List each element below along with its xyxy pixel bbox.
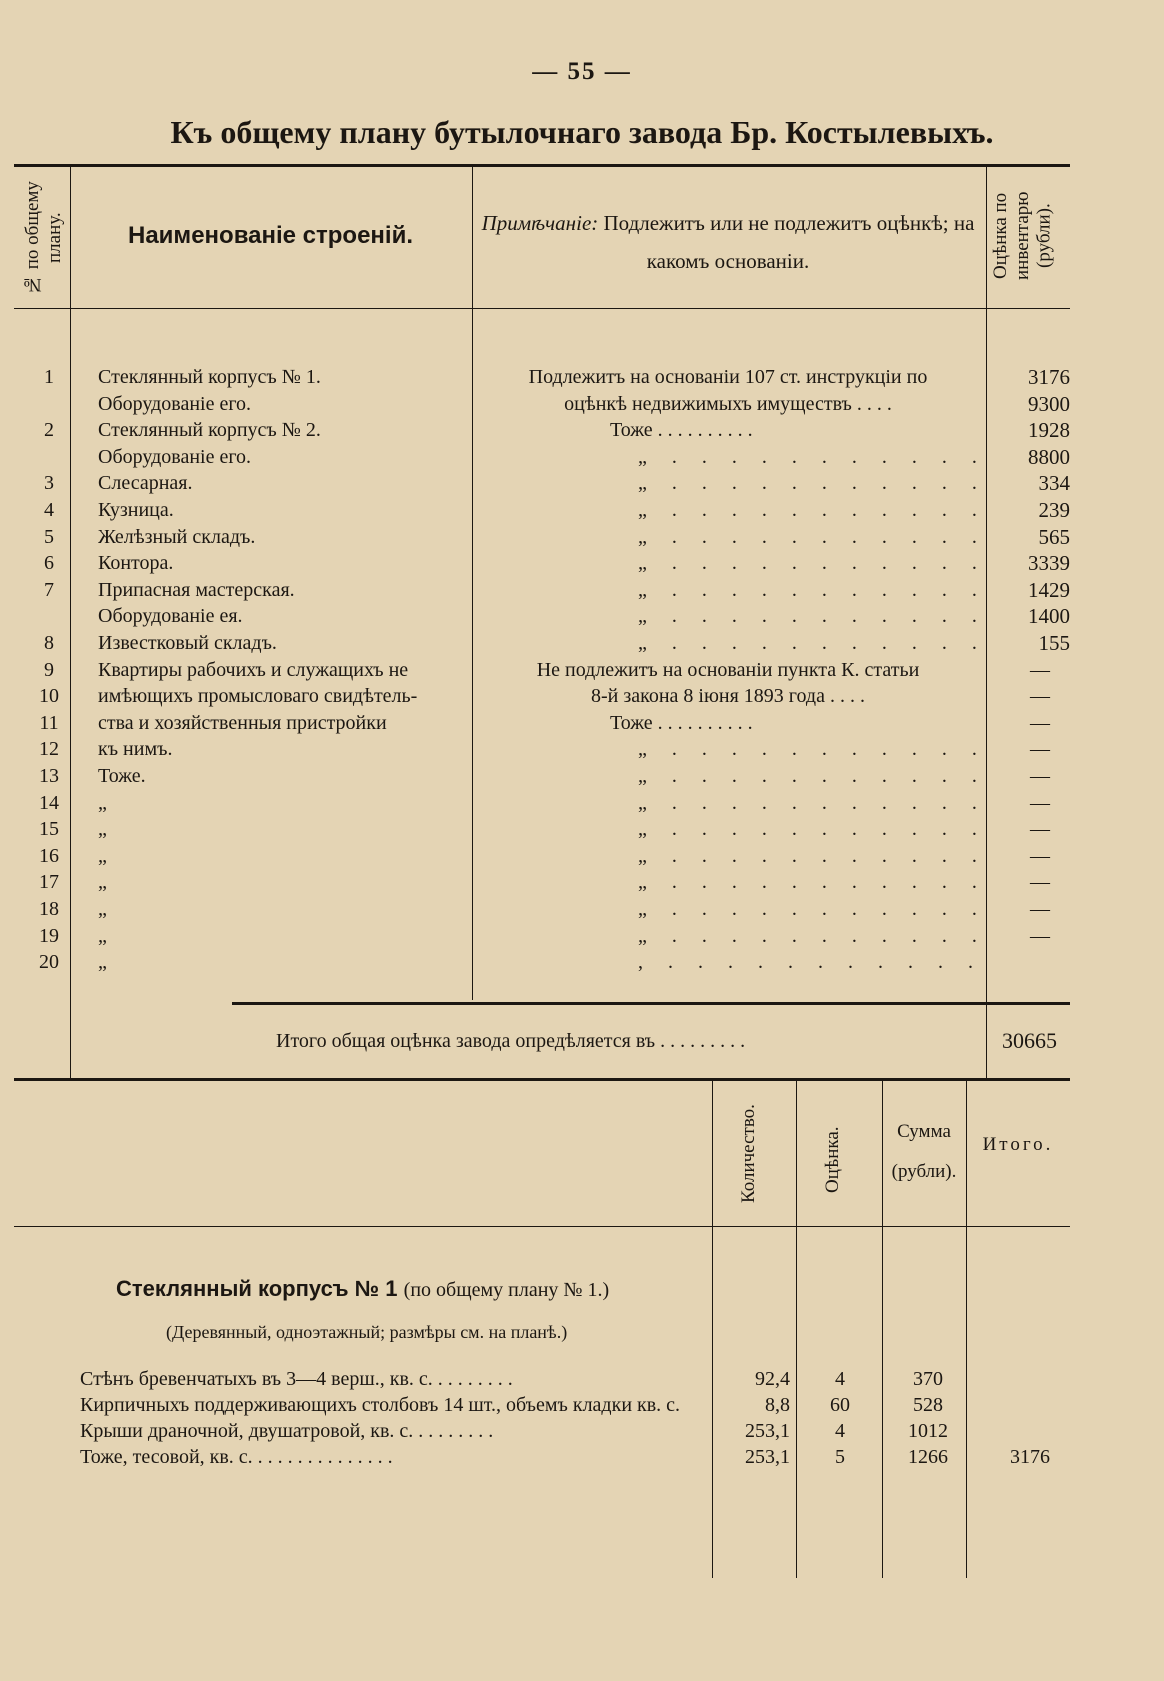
row-building-name: „ [98,925,107,947]
row-inventory-value: 565 [1038,525,1070,549]
row-inventory-value: 3176 [1028,365,1070,389]
item-description: Кирпичныхъ поддерживающихъ столбовъ 14 шт., объемъ кладки кв. с. [80,1394,681,1416]
row-building-name: „ [98,845,107,867]
item-total [990,1392,1070,1418]
row-note: „ . . . . . . . . . . . [638,738,987,760]
row-inventory-value: 3339 [1028,551,1070,575]
row-building-name: Припасная мастерская. [98,579,295,601]
item-quantity: 253,1 [745,1446,790,1468]
row-inventory-value: — [1030,792,1050,814]
row-note: „ . . . . . . . . . . . [638,871,987,893]
row-plan-number: 2 [44,419,54,441]
row-building-name: „ [98,898,107,920]
row-inventory-value: 9300 [1028,392,1070,416]
row-plan-number [26,444,72,470]
detail-header-sum: Сумма (рубли). [891,1121,957,1182]
header-bottom-rule [14,308,1070,309]
detail-header-qty: Количество. [738,1104,759,1204]
item-sum: 1012 [908,1420,948,1442]
row-note: „ . . . . . . . . . . . [638,579,987,601]
row-note: Тоже . . . . . . . . . . [610,419,753,441]
row-building-name: Оборудованiе его. [98,446,252,468]
item-total [990,1366,1070,1392]
row-note: Подлежитъ на основанiи 107 ст. инструкцiи по [528,366,928,388]
header-inventory-value: Оцѣнка по инвентарю (рубли). [990,191,1055,281]
row-inventory-value: — [1030,685,1050,707]
row-plan-number: 15 [39,818,59,840]
row-plan-number: 18 [39,898,59,920]
row-note: „ . . . . . . . . . . . [638,818,987,840]
row-building-name: къ нимъ. [98,738,173,760]
row-building-name: ства и хозяйственныя пристройки [98,712,387,734]
row-note: „ . . . . . . . . . . . [638,499,987,521]
row-plan-number: 8 [44,632,54,654]
row-plan-number: 11 [39,712,59,734]
item-quantity: 92,4 [755,1368,790,1390]
item-quantity: 253,1 [745,1420,790,1442]
row-inventory-value: — [1030,765,1050,787]
item-quantity: 8,8 [765,1394,790,1416]
item-description: Тоже, тесовой, кв. с. . . . . . . . . . . . . . . [80,1446,393,1468]
row-note: „ . . . . . . . . . . . [638,898,987,920]
row-building-name: Оборудованiе ея. [98,605,243,627]
row-inventory-value: — [1030,845,1050,867]
row-inventory-value: — [1030,925,1050,947]
row-inventory-value: 1400 [1028,604,1070,628]
row-plan-number: 19 [39,925,59,947]
row-building-name: „ [98,792,107,814]
item-sum: 370 [913,1368,943,1390]
item-total: 3176 [1010,1446,1050,1468]
row-plan-number: 20 [39,951,59,973]
page-number: — 55 — [532,58,632,85]
item-total [990,1418,1070,1444]
row-building-name: Квартиры рабочихъ и служащихъ не [98,659,409,681]
row-inventory-value: 239 [1038,498,1070,522]
detail-header-rule [14,1226,1070,1227]
header-note [478,204,978,280]
row-inventory-value: 334 [1038,471,1070,495]
row-building-name: Стеклянный корпусъ № 1. [98,366,321,388]
detail-header-total: Итого. [982,1134,1054,1155]
section-title-ref: (по общему плану № 1.) [403,1279,610,1301]
row-inventory-value: — [1030,898,1050,920]
row-building-name: Контора. [98,552,174,574]
section-description: (Деревянный, одноэтажный; размѣры см. на планѣ.) [166,1322,568,1342]
item-description: Крыши драночной, двушатровой, кв. с. . . . . . . . . [80,1420,494,1442]
row-building-name: „ [98,818,107,840]
row-building-name: Желѣзный складъ. [98,526,256,548]
row-note: „ . . . . . . . . . . . [638,925,987,947]
page-title: Къ общему плану бутылочнаго завода Бр. Костылевыхъ. [170,114,994,150]
row-building-name: Стеклянный корпусъ № 2. [98,419,321,441]
total-bottom-rule [14,1078,1070,1081]
row-inventory-value: 1429 [1028,578,1070,602]
row-plan-number: 14 [39,792,59,814]
row-plan-number: 3 [44,472,54,494]
row-plan-number: 9 [44,659,54,681]
item-description: Стѣнъ бревенчатыхъ въ 3—4 верш., кв. с. . . . . . . . . [80,1368,513,1390]
row-plan-number: 4 [44,499,54,521]
row-note: Не подлежитъ на основанiи пункта К. статьи [536,659,920,681]
row-note: Тоже . . . . . . . . . . [610,712,753,734]
row-inventory-value: 155 [1038,631,1070,655]
row-note: „ . . . . . . . . . . . [638,552,987,574]
header-building-name: Наименованiе строенiй. [128,222,414,249]
row-note: „ . . . . . . . . . . . [638,526,987,548]
item-rate: 5 [835,1446,845,1468]
row-note: „ . . . . . . . . . . . [638,765,987,787]
detail-col-divider-qty [712,1078,713,1578]
row-inventory-value: 8800 [1028,445,1070,469]
total-label: Итого общая оцѣнка завода опредѣляется въ . . . . . . . . . [276,1030,746,1052]
row-inventory-value: — [1030,871,1050,893]
row-inventory-value [990,949,1070,975]
row-building-name: Слесарная. [98,472,193,494]
section-title [116,1276,609,1302]
row-plan-number: 5 [44,526,54,548]
row-note: „ . . . . . . . . . . . [638,845,987,867]
row-note: оцѣнкѣ недвижимыхъ имуществъ . . . . [564,393,892,415]
col-divider-name [472,164,473,1000]
row-inventory-value: — [1030,659,1050,681]
section-title-main: Стеклянный корпусъ № 1 [116,1276,398,1301]
row-plan-number: 1 [44,366,54,388]
table-top-rule [14,164,1070,167]
row-note: „ . . . . . . . . . . . [638,472,987,494]
row-note: „ . . . . . . . . . . . [638,446,987,468]
row-note: „ . . . . . . . . . . . [638,605,987,627]
row-building-name: „ [98,951,107,973]
header-note-text: Подлежитъ или не подлежитъ оцѣнкѣ; на какомъ основанiи. [603,211,975,273]
row-inventory-value: — [1030,738,1050,760]
item-rate: 4 [835,1420,845,1442]
row-plan-number: 13 [39,765,59,787]
row-building-name: Тоже. [98,765,146,787]
row-inventory-value: — [1030,818,1050,840]
row-note: , . . . . . . . . . . . [638,951,983,973]
detail-col-divider-rate [796,1078,797,1578]
row-plan-number: 6 [44,552,54,574]
row-inventory-value: — [1030,712,1050,734]
detail-col-divider-total [966,1078,967,1578]
item-sum: 528 [913,1394,943,1416]
row-plan-number: 17 [39,871,59,893]
detail-header-rate: Оцѣнка. [822,1126,843,1194]
header-note-label: Примѣчанiе: [481,211,599,235]
item-rate: 60 [830,1394,850,1416]
row-plan-number [26,603,72,629]
detail-col-divider-sum [882,1078,883,1578]
row-building-name: Кузница. [98,499,174,521]
row-plan-number: 12 [39,738,59,760]
row-note: 8-й закона 8 iюня 1893 года . . . . [590,685,865,707]
total-top-rule [232,1002,1070,1005]
row-plan-number [26,391,72,417]
header-plan-number: № по общему плану. [22,181,65,295]
row-building-name: имѣющихъ промысловаго свидѣтель- [98,685,418,707]
row-note: „ . . . . . . . . . . . [638,632,987,654]
item-rate: 4 [835,1368,845,1390]
row-building-name: Известковый складъ. [98,632,277,654]
row-plan-number: 16 [39,845,59,867]
item-sum: 1266 [908,1446,948,1468]
row-plan-number: 7 [44,579,54,601]
total-value: 30665 [1002,1028,1057,1053]
row-building-name: „ [98,871,107,893]
row-plan-number: 10 [39,685,59,707]
row-inventory-value: 1928 [1028,418,1070,442]
row-building-name: Оборудованiе его. [98,393,252,415]
row-note: „ . . . . . . . . . . . [638,792,987,814]
